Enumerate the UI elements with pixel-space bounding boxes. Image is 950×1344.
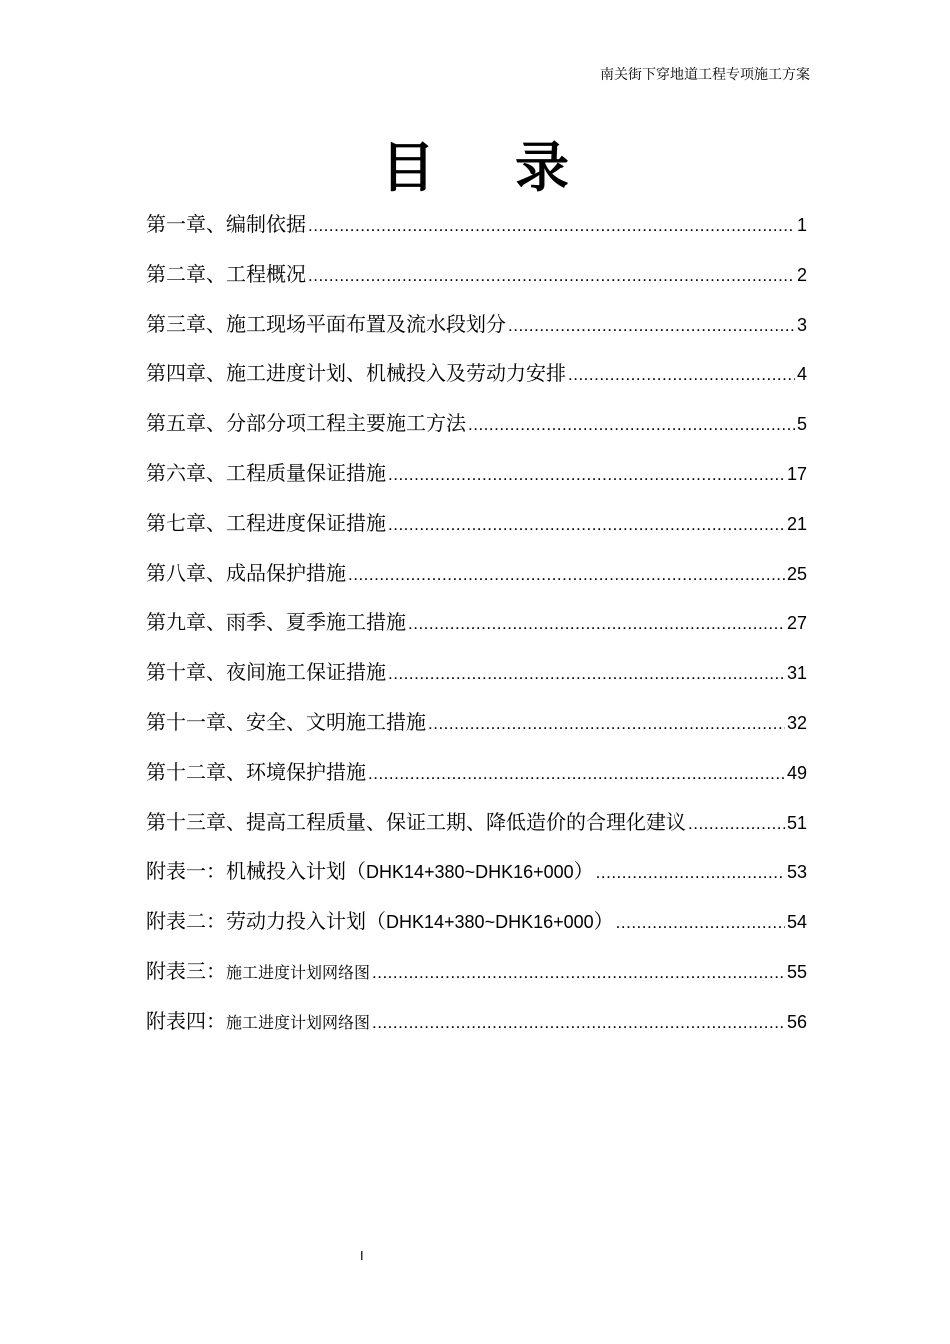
- toc-leader: [388, 505, 785, 545]
- toc-page: 32: [786, 712, 807, 733]
- toc-entry-9[interactable]: [146, 602, 807, 652]
- table-of-contents: [146, 204, 807, 1051]
- toc-leader: [568, 355, 795, 395]
- toc-entry-15[interactable]: [146, 901, 807, 951]
- toc-label: 附表二：劳动力投入计划（DHK14+380~DHK16+000）: [146, 909, 614, 934]
- toc-page: 27: [786, 613, 807, 634]
- page-title: [0, 132, 950, 202]
- toc-label: 第四章、施工进度计划、机械投入及劳动力安排: [146, 361, 566, 386]
- toc-leader: [408, 604, 785, 644]
- toc-label: 第八章、成品保护措施: [146, 560, 346, 585]
- toc-page: 53: [786, 862, 807, 883]
- toc-leader: [616, 903, 785, 943]
- toc-label: 第一章、编制依据: [146, 212, 306, 236]
- toc-leader: [308, 256, 795, 296]
- toc-leader: [468, 405, 795, 445]
- toc-leader: [688, 804, 785, 844]
- toc-page: 2: [796, 264, 807, 285]
- toc-entry-11[interactable]: [146, 702, 807, 752]
- toc-page: 17: [786, 463, 807, 484]
- title-char-1: 目: [381, 135, 435, 199]
- toc-page: 54: [786, 912, 807, 933]
- toc-entry-7[interactable]: [146, 503, 807, 553]
- toc-label: 第十章、夜间施工保证措施: [146, 660, 386, 685]
- toc-label: 第五章、分部分项工程主要施工方法: [146, 411, 466, 436]
- toc-label: 第二章、工程概况: [146, 261, 306, 286]
- toc-entry-6[interactable]: [146, 453, 807, 503]
- toc-entry-12[interactable]: [146, 752, 807, 802]
- toc-page: 3: [796, 314, 807, 335]
- toc-page: 55: [786, 961, 807, 982]
- toc-leader: [388, 455, 785, 495]
- toc-label: 附表四：施工进度计划网络图: [146, 1008, 371, 1033]
- toc-entry-13[interactable]: [146, 802, 807, 852]
- toc-page: 21: [786, 513, 807, 534]
- toc-page: 49: [786, 762, 807, 783]
- toc-page: 51: [786, 812, 807, 833]
- toc-label: 附表一：机械投入计划（DHK14+380~DHK16+000）: [146, 859, 594, 884]
- toc-label: 第三章、施工现场平面布置及流水段划分: [146, 311, 506, 336]
- toc-leader: [428, 704, 785, 744]
- toc-leader: [508, 306, 795, 346]
- toc-label: 第十二章、环境保护措施: [146, 759, 366, 784]
- toc-leader: [596, 853, 785, 893]
- title-char-2: 录: [515, 135, 569, 199]
- toc-entry-5[interactable]: [146, 403, 807, 453]
- page-number: I: [360, 1248, 364, 1263]
- toc-entry-4[interactable]: [146, 353, 807, 403]
- toc-page: 4: [796, 364, 807, 385]
- toc-page: 31: [786, 663, 807, 684]
- toc-label: 第十三章、提高工程质量、保证工期、降低造价的合理化建议: [146, 809, 686, 834]
- toc-leader: [388, 654, 785, 694]
- toc-entry-3[interactable]: [146, 304, 807, 354]
- toc-entry-17[interactable]: [146, 1001, 807, 1051]
- toc-page: 25: [786, 563, 807, 584]
- toc-page: 5: [796, 414, 807, 435]
- toc-page: 56: [786, 1011, 807, 1032]
- toc-leader: [372, 953, 785, 993]
- toc-label: 第十一章、安全、文明施工措施: [146, 709, 426, 734]
- toc-entry-16[interactable]: [146, 951, 807, 1001]
- toc-label: 附表三：施工进度计划网络图: [146, 958, 371, 983]
- toc-entry-1[interactable]: [146, 204, 807, 254]
- toc-page: 1: [796, 215, 807, 235]
- toc-leader: [372, 1003, 785, 1043]
- running-header: 南关街下穿地道工程专项施工方案: [600, 67, 810, 83]
- toc-entry-8[interactable]: [146, 553, 807, 603]
- toc-entry-14[interactable]: [146, 851, 807, 901]
- toc-leader: [348, 555, 785, 595]
- toc-leader: [308, 206, 795, 246]
- toc-label: 第七章、工程进度保证措施: [146, 510, 386, 535]
- toc-leader: [368, 754, 785, 794]
- toc-entry-2[interactable]: [146, 254, 807, 304]
- toc-entry-10[interactable]: [146, 652, 807, 702]
- toc-label: 第九章、雨季、夏季施工措施: [146, 610, 406, 635]
- toc-label: 第六章、工程质量保证措施: [146, 460, 386, 485]
